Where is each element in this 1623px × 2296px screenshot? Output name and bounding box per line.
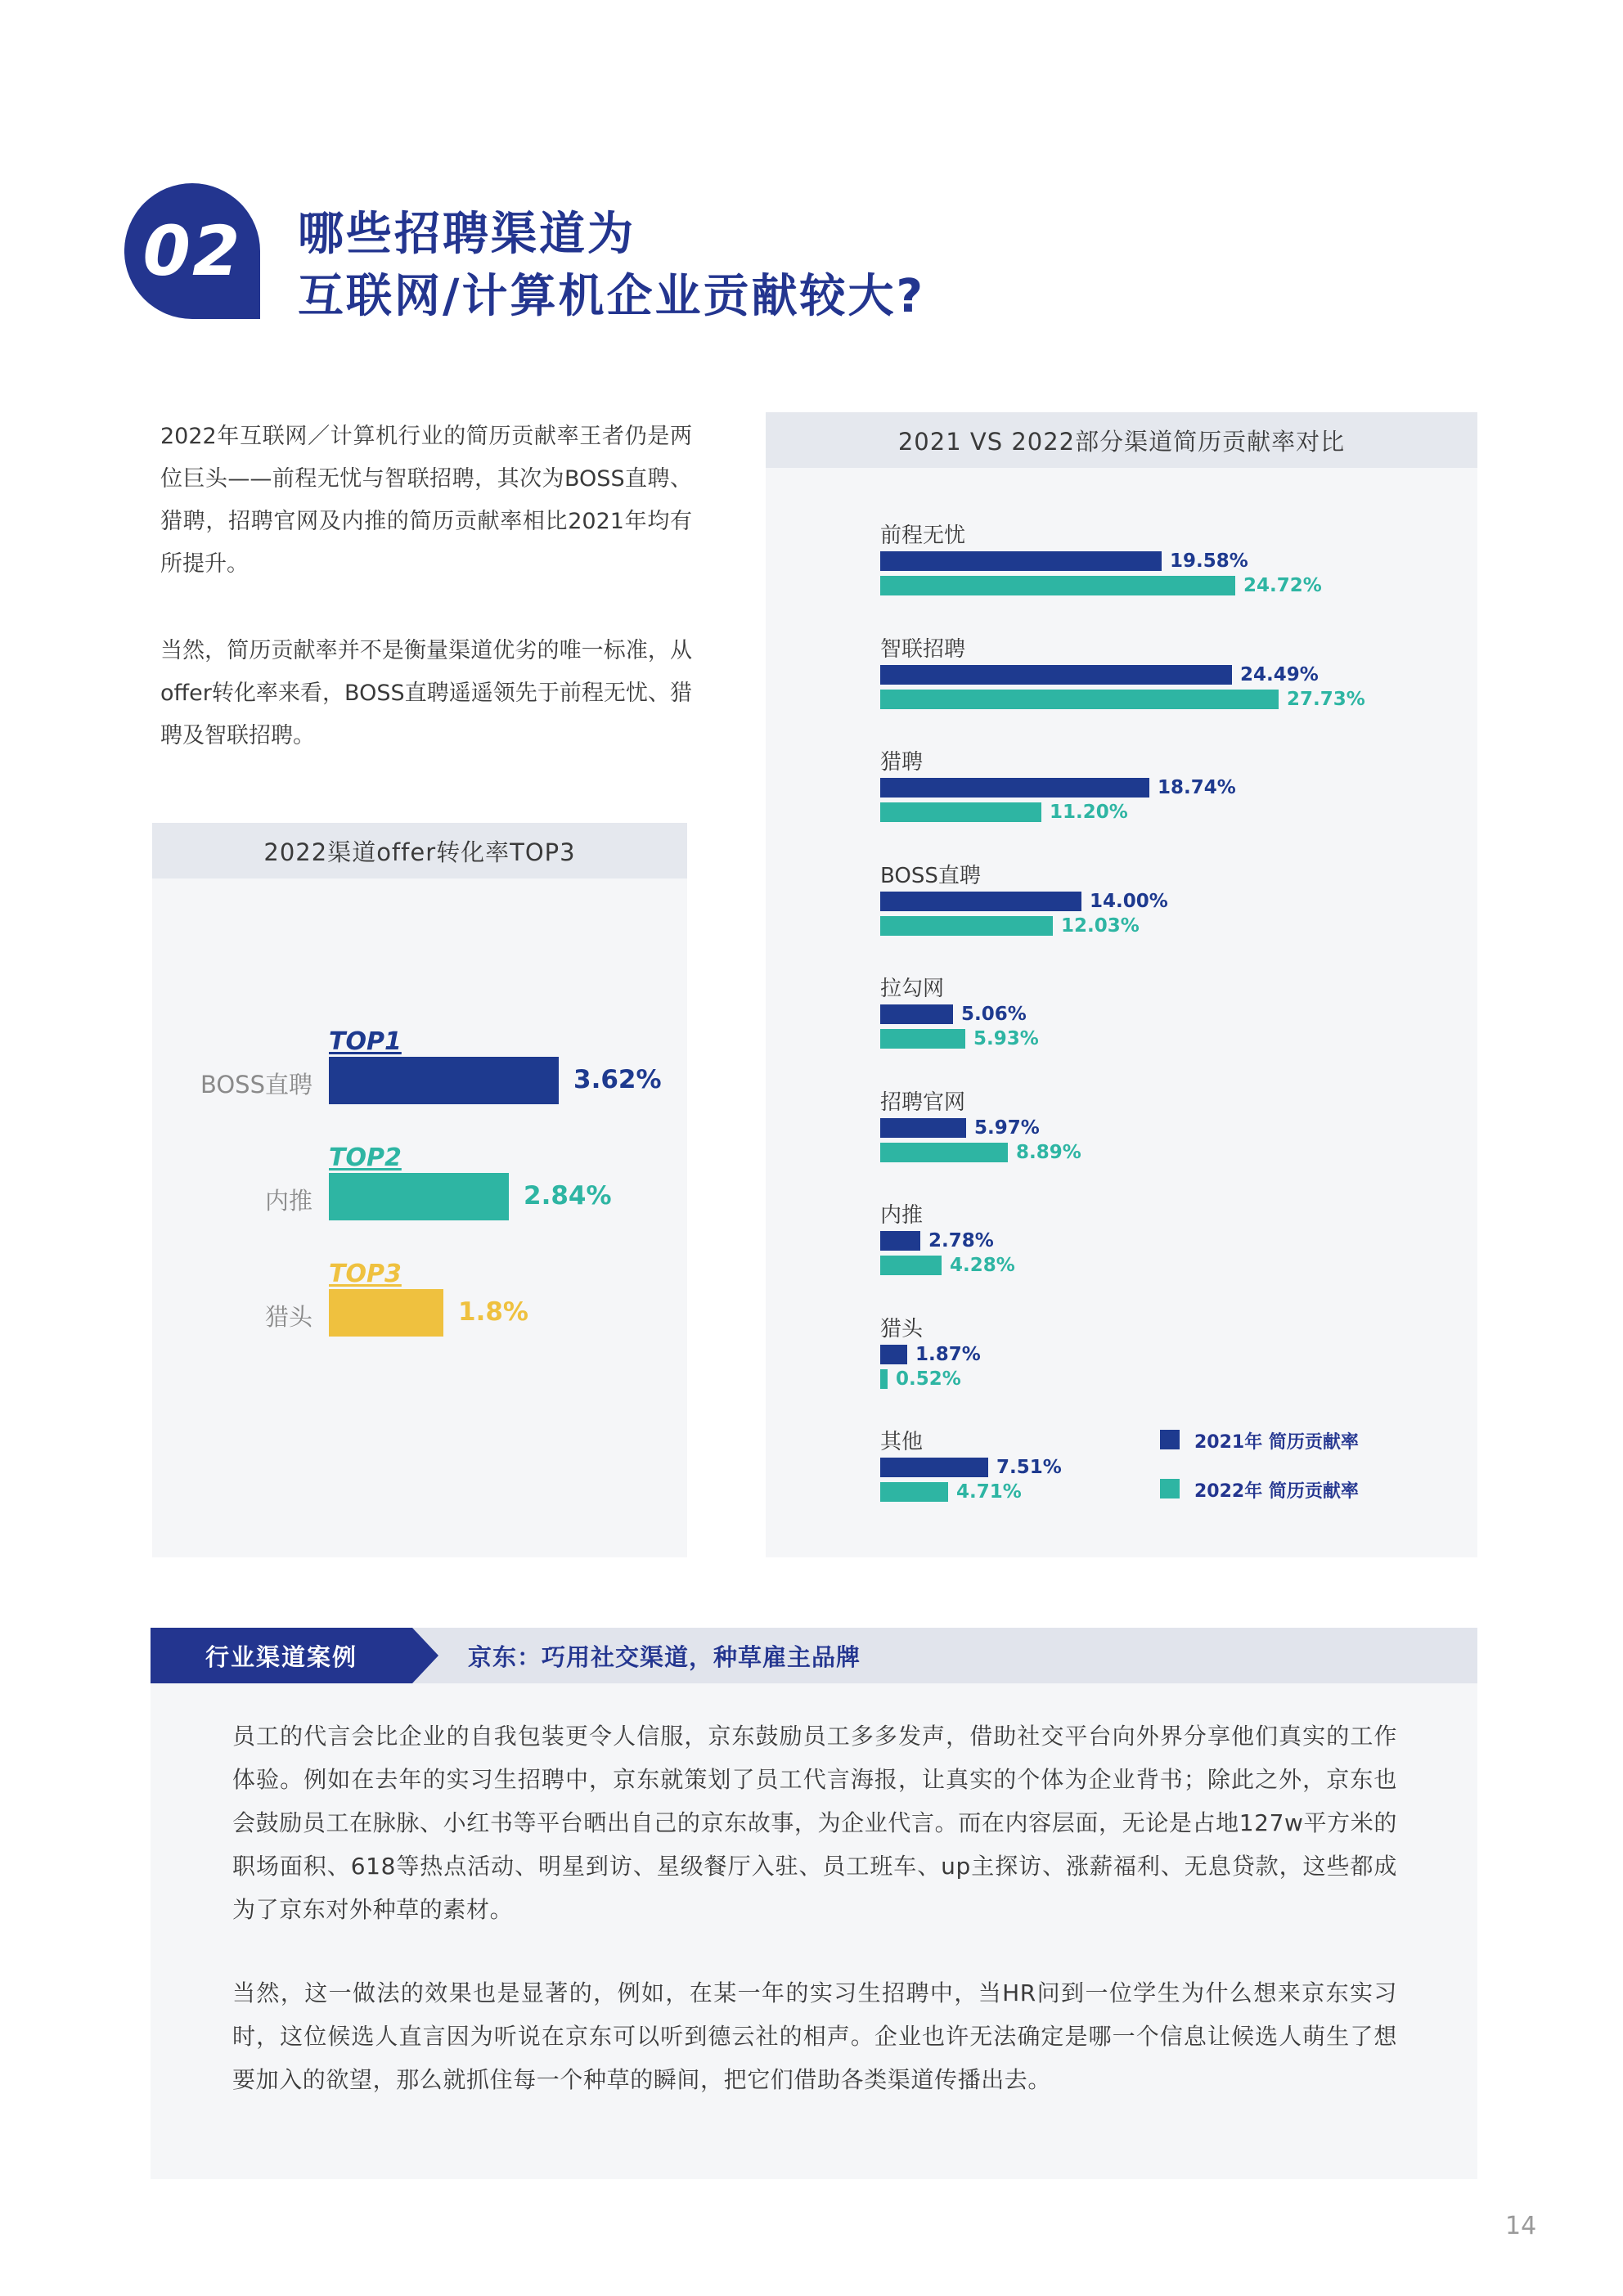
- value-label-2021: 1.87%: [915, 1343, 981, 1365]
- bar-2021: [880, 1345, 907, 1364]
- bar-2022: [880, 1369, 888, 1389]
- top3-rank-tag: TOP3: [329, 1260, 402, 1288]
- legend-label-2021: 2021年 简历贡献率: [1194, 1432, 1359, 1453]
- bar-2022: [880, 690, 1279, 709]
- legend-label-2022: 2022年 简历贡献率: [1194, 1481, 1359, 1502]
- value-label-2022: 5.93%: [973, 1028, 1039, 1049]
- intro-paragraph-1: 2022年互联网／计算机行业的简历贡献率王者仍是两位巨头——前程无忧与智联招聘，其次为BOSS直聘、猎聘，招聘官网及内推的简历贡献率相比2021年均有所提升。: [160, 424, 692, 577]
- channel-category-label: 拉勾网: [880, 977, 945, 1001]
- bar-2021: [880, 1004, 953, 1024]
- bar-2022: [880, 916, 1053, 936]
- top3-value-label: 2.84%: [524, 1181, 612, 1211]
- bar-2022: [880, 576, 1235, 595]
- value-label-2021: 5.97%: [974, 1117, 1040, 1139]
- top3-bar: [329, 1289, 443, 1337]
- bar-2021: [880, 1458, 988, 1477]
- bar-2021: [880, 778, 1149, 798]
- channel-chart-title: 2021 VS 2022部分渠道简历贡献率对比: [766, 412, 1477, 468]
- channel-category-label: 招聘官网: [880, 1090, 966, 1115]
- value-label-2022: 4.28%: [950, 1255, 1015, 1276]
- bar-2022: [880, 1143, 1008, 1162]
- legend-swatch-2022: [1160, 1479, 1180, 1498]
- value-label-2022: 4.71%: [956, 1481, 1022, 1503]
- value-label-2022: 27.73%: [1287, 688, 1365, 710]
- case-tab-label: 行业渠道案例: [205, 1642, 357, 1671]
- page-title-line-2: 互联网/计算机企业贡献较大?: [298, 270, 925, 323]
- top3-bar: [329, 1057, 559, 1104]
- intro-paragraph-2: 当然，简历贡献率并不是衡量渠道优劣的唯一标准，从offer转化率来看，BOSS直聘遥遥领先于前程无忧、猎聘及智联招聘。: [160, 638, 692, 748]
- top3-value-label: 1.8%: [458, 1297, 528, 1327]
- bar-2022: [880, 1029, 965, 1049]
- case-title: 京东：巧用社交渠道，种草雇主品牌: [468, 1642, 861, 1671]
- channel-category-label: 其他: [880, 1430, 924, 1454]
- bar-2022: [880, 802, 1041, 822]
- bar-2021: [880, 551, 1162, 571]
- bar-2021: [880, 1231, 920, 1251]
- top3-rank-tag: TOP2: [329, 1144, 402, 1172]
- top3-bar: [329, 1173, 509, 1220]
- value-label-2021: 24.49%: [1240, 663, 1319, 685]
- value-label-2021: 18.74%: [1158, 777, 1236, 798]
- value-label-2021: 2.78%: [928, 1230, 994, 1251]
- bar-2021: [880, 892, 1081, 911]
- bar-2022: [880, 1256, 942, 1275]
- value-label-2022: 0.52%: [896, 1368, 961, 1390]
- case-paragraph-1: 员工的代言会比企业的自我包装更令人信服，京东鼓励员工多多发声，借助社交平台向外界分享他们真实的工作体验。例如在去年的实习生招聘中，京东就策划了员工代言海报，让真实的个体为企业背书；除此之外，京东也会鼓励员工在脉脉、小红书等平台晒出自己的京东故事，为企业代言。而在内容层面，无论是占地127w平方米的职场面积、618等热点活动、明星到访、星级餐厅入驻、员工班车、up主探访、涨薪福利、无息贷款，这些都成为了京东对外种草的素材。: [232, 1723, 1397, 1923]
- channel-category-label: 猎聘: [880, 750, 924, 775]
- top3-value-label: 3.62%: [573, 1065, 662, 1094]
- top3-category-label: 猎头: [264, 1303, 312, 1331]
- value-label-2021: 7.51%: [996, 1457, 1062, 1478]
- top3-category-label: 内推: [264, 1187, 312, 1215]
- value-label-2021: 14.00%: [1090, 890, 1168, 912]
- channel-category-label: 猎头: [880, 1316, 924, 1341]
- bar-2021: [880, 665, 1232, 685]
- value-label-2022: 8.89%: [1016, 1141, 1081, 1163]
- case-paragraph-2: 当然，这一做法的效果也是显著的，例如，在某一年的实习生招聘中，当HR问到一位学生为什么想来京东实习时，这位候选人直言因为听说在京东可以听到德云社的相声。企业也许无法确定是哪一个信息让候选人萌生了想要加入的欲望，那么就抓住每一个种草的瞬间，把它们借助各类渠道传播出去。: [232, 1979, 1397, 2093]
- page-number: 14: [1505, 2212, 1537, 2240]
- bar-2022: [880, 1482, 948, 1502]
- page-title-line-1: 哪些招聘渠道为: [298, 208, 636, 261]
- value-label-2021: 5.06%: [961, 1004, 1027, 1025]
- bar-2021: [880, 1118, 966, 1138]
- channel-category-label: 智联招聘: [880, 636, 966, 662]
- top3-chart-title: 2022渠道offer转化率TOP3: [152, 823, 687, 878]
- section-number: 02: [142, 211, 242, 291]
- value-label-2021: 19.58%: [1170, 550, 1248, 572]
- value-label-2022: 24.72%: [1243, 575, 1322, 596]
- top3-category-label: BOSS直聘: [200, 1071, 312, 1099]
- value-label-2022: 11.20%: [1050, 802, 1128, 823]
- legend-swatch-2021: [1160, 1430, 1180, 1449]
- channel-category-label: BOSS直聘: [880, 863, 981, 888]
- value-label-2022: 12.03%: [1061, 914, 1140, 937]
- top3-rank-tag: TOP1: [329, 1027, 402, 1056]
- channel-category-label: 内推: [880, 1203, 924, 1228]
- channel-category-label: 前程无忧: [880, 523, 966, 548]
